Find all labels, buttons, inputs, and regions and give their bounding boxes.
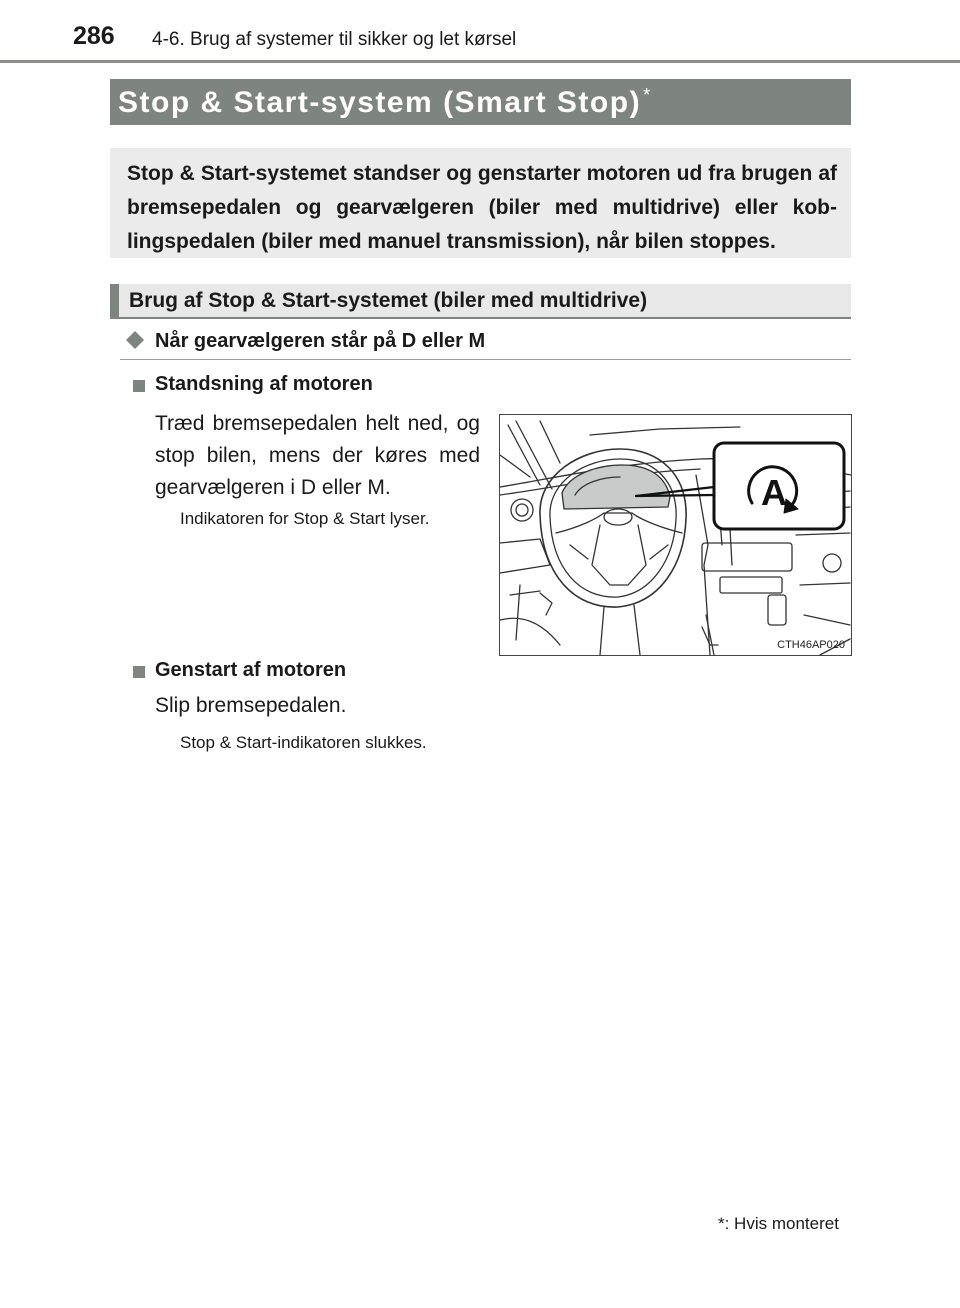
restart-note: Stop & Start-indikatoren slukkes. (180, 733, 427, 752)
intro-box (110, 148, 851, 258)
section-heading: Brug af Stop & Start-systemet (biler med multidrive) (129, 289, 648, 312)
subheading: Når gearvælgeren står på D eller M (155, 330, 486, 352)
stop-note: Indikatoren for Stop & Start lyser. (180, 509, 430, 528)
intro-text: Stop & Start-systemet standser og genstarter motoren ud fra brugen af bremsepedalen og gearvælgeren (biler med multidrive) eller koblingspedalen (biler med manuel transmission), når bilen stoppes. (127, 162, 837, 253)
square-bullet-icon (133, 380, 145, 392)
dashboard-drawing (500, 415, 851, 655)
subheading-rule (120, 359, 851, 360)
restart-text: Slip bremsepedalen. (155, 694, 347, 717)
title-asterisk: * (643, 85, 652, 105)
illustration-code: CTH46AP020 (777, 639, 845, 651)
section-heading-box (110, 284, 851, 318)
chapter-title: 4-6. Brug af systemer til sikker og let kørsel (152, 29, 517, 50)
dashboard-illustration (499, 414, 852, 656)
footnote: *: Hvis monteret (718, 1214, 839, 1233)
page-title-bar (110, 79, 851, 125)
diamond-bullet-icon (126, 331, 144, 349)
page-title-text: Stop & Start-system (Smart Stop) (118, 86, 642, 119)
header-rule (0, 60, 960, 63)
stop-heading: Standsning af motoren (155, 373, 373, 395)
square-bullet-icon (133, 666, 145, 678)
section-accent (110, 284, 119, 318)
callout-label: A (761, 472, 787, 513)
stop-text: Træd bremsepedalen helt ned, og stop bilen, mens der køres med gearvælgeren i D eller M. (155, 412, 480, 499)
page-number: 286 (73, 22, 115, 50)
section-rule (110, 317, 851, 319)
page-title (118, 85, 652, 120)
restart-heading: Genstart af motoren (155, 659, 347, 681)
